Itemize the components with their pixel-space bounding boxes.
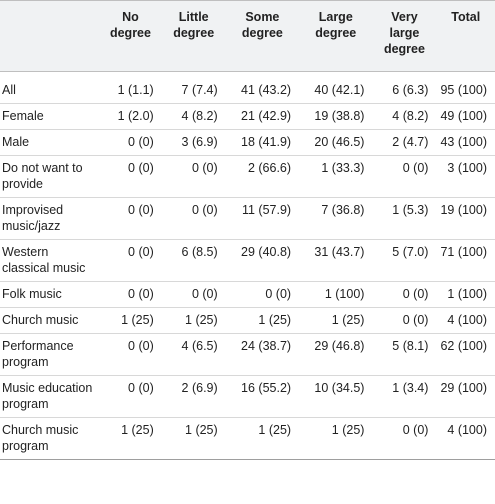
row-label: Western classical music xyxy=(0,240,99,282)
cell-large-degree: 20 (46.5) xyxy=(299,130,372,156)
cell-very-large-degree: 2 (4.7) xyxy=(372,130,436,156)
cell-no-degree: 1 (1.1) xyxy=(99,72,162,104)
table-header xyxy=(0,1,495,72)
cell-very-large-degree: 0 (0) xyxy=(372,308,436,334)
cell-large-degree: 1 (33.3) xyxy=(299,156,372,198)
cell-little-degree: 6 (8.5) xyxy=(162,240,226,282)
row-label: Music education program xyxy=(0,376,99,418)
cell-very-large-degree: 0 (0) xyxy=(372,418,436,460)
cell-some-degree: 1 (25) xyxy=(226,418,299,460)
row-label: All xyxy=(0,72,99,104)
cell-no-degree: 0 (0) xyxy=(99,376,162,418)
cell-some-degree: 0 (0) xyxy=(226,282,299,308)
header-cell-blank xyxy=(0,1,99,72)
cell-little-degree: 2 (6.9) xyxy=(162,376,226,418)
table-row xyxy=(0,156,495,198)
cell-total: 43 (100) xyxy=(436,130,495,156)
cell-total: 3 (100) xyxy=(436,156,495,198)
cell-little-degree: 1 (25) xyxy=(162,418,226,460)
cell-total: 29 (100) xyxy=(436,376,495,418)
header-row xyxy=(0,1,495,72)
cell-no-degree: 1 (2.0) xyxy=(99,104,162,130)
cell-little-degree: 0 (0) xyxy=(162,156,226,198)
cell-total: 95 (100) xyxy=(436,72,495,104)
header-large-degree: Large degree xyxy=(299,1,372,72)
cell-no-degree: 1 (25) xyxy=(99,418,162,460)
cell-large-degree: 29 (46.8) xyxy=(299,334,372,376)
cell-no-degree: 0 (0) xyxy=(99,156,162,198)
header-no-degree: No degree xyxy=(99,1,162,72)
cell-little-degree: 1 (25) xyxy=(162,308,226,334)
cell-some-degree: 41 (43.2) xyxy=(226,72,299,104)
cell-large-degree: 19 (38.8) xyxy=(299,104,372,130)
cell-very-large-degree: 5 (7.0) xyxy=(372,240,436,282)
cell-very-large-degree: 1 (5.3) xyxy=(372,198,436,240)
cell-very-large-degree: 5 (8.1) xyxy=(372,334,436,376)
cell-large-degree: 1 (100) xyxy=(299,282,372,308)
cell-some-degree: 21 (42.9) xyxy=(226,104,299,130)
cell-total: 4 (100) xyxy=(436,418,495,460)
row-label: Folk music xyxy=(0,282,99,308)
cell-total: 71 (100) xyxy=(436,240,495,282)
table-row xyxy=(0,334,495,376)
header-very-large-degree: Very large degree xyxy=(372,1,436,72)
cell-total: 1 (100) xyxy=(436,282,495,308)
cell-no-degree: 0 (0) xyxy=(99,198,162,240)
table-body xyxy=(0,72,495,460)
cell-little-degree: 0 (0) xyxy=(162,198,226,240)
row-label: Church music xyxy=(0,308,99,334)
header-total: Total xyxy=(436,1,495,72)
cell-no-degree: 0 (0) xyxy=(99,282,162,308)
header-little-degree: Little degree xyxy=(162,1,226,72)
cell-little-degree: 0 (0) xyxy=(162,282,226,308)
cell-no-degree: 0 (0) xyxy=(99,334,162,376)
cell-little-degree: 4 (6.5) xyxy=(162,334,226,376)
table-row xyxy=(0,240,495,282)
cell-large-degree: 31 (43.7) xyxy=(299,240,372,282)
row-label: Female xyxy=(0,104,99,130)
cell-large-degree: 7 (36.8) xyxy=(299,198,372,240)
table-row xyxy=(0,198,495,240)
cell-some-degree: 1 (25) xyxy=(226,308,299,334)
cell-very-large-degree: 4 (8.2) xyxy=(372,104,436,130)
row-label: Male xyxy=(0,130,99,156)
table-row xyxy=(0,282,495,308)
cell-no-degree: 0 (0) xyxy=(99,130,162,156)
cell-large-degree: 10 (34.5) xyxy=(299,376,372,418)
table-row xyxy=(0,418,495,460)
table-row xyxy=(0,376,495,418)
cell-some-degree: 11 (57.9) xyxy=(226,198,299,240)
cell-very-large-degree: 1 (3.4) xyxy=(372,376,436,418)
cell-large-degree: 1 (25) xyxy=(299,308,372,334)
cell-total: 49 (100) xyxy=(436,104,495,130)
cell-some-degree: 18 (41.9) xyxy=(226,130,299,156)
cell-total: 19 (100) xyxy=(436,198,495,240)
row-label: Church music program xyxy=(0,418,99,460)
table-row xyxy=(0,130,495,156)
cell-very-large-degree: 6 (6.3) xyxy=(372,72,436,104)
cell-total: 62 (100) xyxy=(436,334,495,376)
cell-little-degree: 3 (6.9) xyxy=(162,130,226,156)
cell-little-degree: 4 (8.2) xyxy=(162,104,226,130)
cell-no-degree: 1 (25) xyxy=(99,308,162,334)
row-label: Do not want to provide xyxy=(0,156,99,198)
table-row xyxy=(0,308,495,334)
cell-very-large-degree: 0 (0) xyxy=(372,282,436,308)
table-row xyxy=(0,72,495,104)
cell-some-degree: 16 (55.2) xyxy=(226,376,299,418)
cell-large-degree: 40 (42.1) xyxy=(299,72,372,104)
cell-some-degree: 2 (66.6) xyxy=(226,156,299,198)
header-some-degree: Some degree xyxy=(226,1,299,72)
cell-some-degree: 24 (38.7) xyxy=(226,334,299,376)
cell-large-degree: 1 (25) xyxy=(299,418,372,460)
cell-little-degree: 7 (7.4) xyxy=(162,72,226,104)
row-label: Improvised music/jazz xyxy=(0,198,99,240)
cell-no-degree: 0 (0) xyxy=(99,240,162,282)
row-label: Performance program xyxy=(0,334,99,376)
cell-very-large-degree: 0 (0) xyxy=(372,156,436,198)
cell-some-degree: 29 (40.8) xyxy=(226,240,299,282)
cell-total: 4 (100) xyxy=(436,308,495,334)
table-row xyxy=(0,104,495,130)
